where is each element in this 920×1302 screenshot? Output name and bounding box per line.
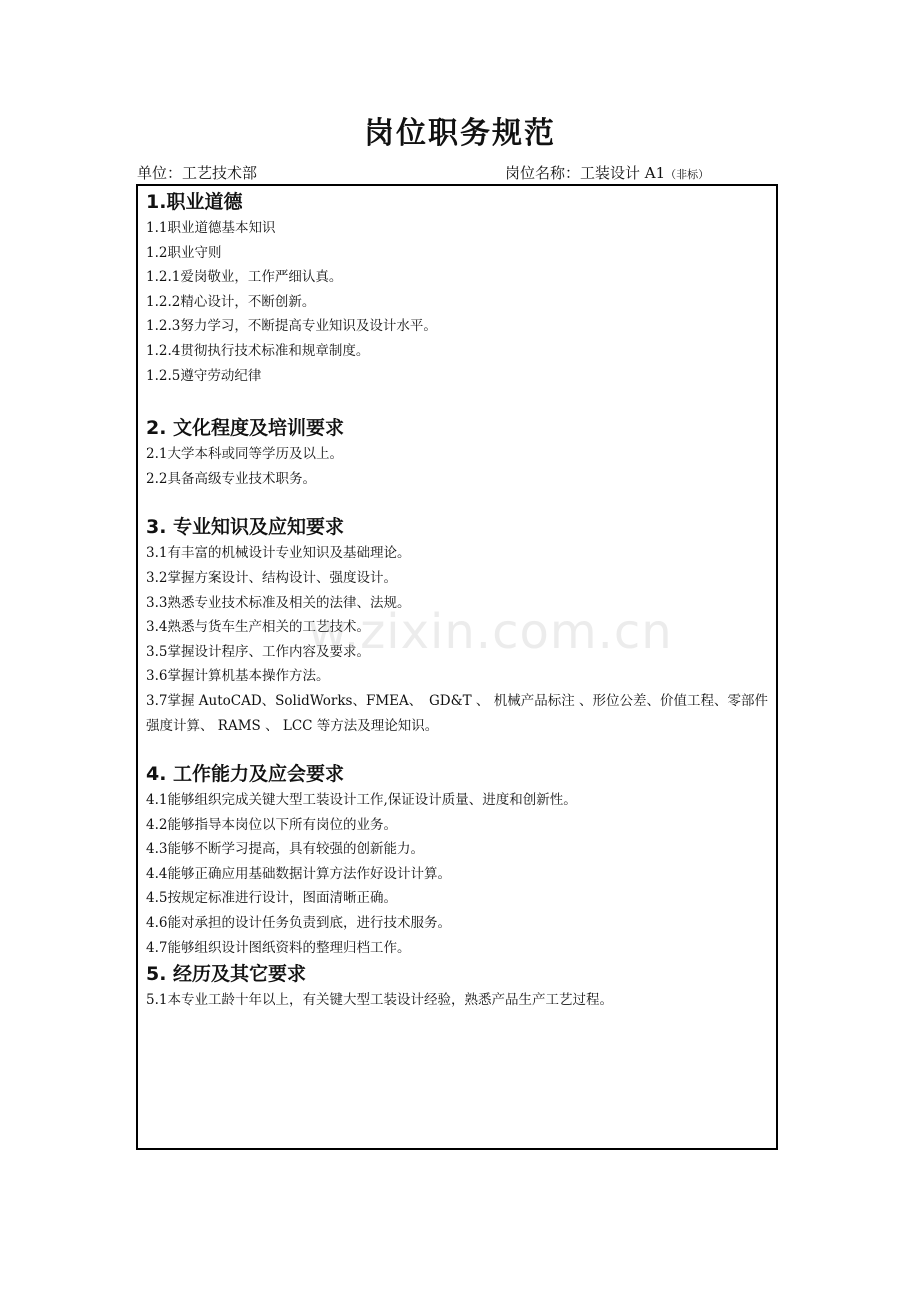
watermark: w.zixin.com.cn xyxy=(308,604,673,660)
list-item: 1.2.2精心设计，不断创新。 xyxy=(146,293,316,310)
unit-label: 单位： xyxy=(137,164,183,182)
list-item: 4.1能够组织完成关键大型工装设计工作,保证设计质量、进度和创新性。 xyxy=(146,792,577,809)
list-item: 3.1有丰富的机械设计专业知识及基础理论。 xyxy=(146,545,411,562)
list-item: 1.2职业守则 xyxy=(146,244,222,261)
list-item: 4.6能对承担的设计任务负责到底，进行技术服务。 xyxy=(146,915,451,932)
section-professional-ethics xyxy=(146,188,771,388)
position-value: 工装设计 A1 xyxy=(580,164,666,182)
list-item: 3.4熟悉与货车生产相关的工艺技术。 xyxy=(146,619,370,636)
list-item: 1.1职业道德基本知识 xyxy=(146,220,276,236)
list-item: 3.2掌握方案设计、结构设计、强度设计。 xyxy=(146,569,397,586)
list-item: 1.2.3努力学习，不断提高专业知识及设计水平。 xyxy=(146,318,437,335)
spacer xyxy=(146,738,771,760)
section-heading: 2. 文化程度及培训要求 xyxy=(146,417,345,440)
list-item: 5.1本专业工龄十年以上，有关键大型工装设计经验，熟悉产品生产工艺过程。 xyxy=(146,992,613,1009)
list-item: 3.3熟悉专业技术标准及相关的法律、法规。 xyxy=(146,594,411,611)
meta-row xyxy=(137,162,777,184)
content-inner xyxy=(146,188,771,1013)
list-item: 1.2.1爱岗敬业，工作严细认真。 xyxy=(146,269,343,286)
position-info xyxy=(505,162,709,186)
section-heading: 1.职业道德 xyxy=(146,191,243,213)
list-item: 1.2.5遵守劳动纪律 xyxy=(146,367,262,384)
list-item: 4.4能够正确应用基础数据计算方法作好设计计算。 xyxy=(146,865,451,882)
section-knowledge xyxy=(146,513,771,738)
spacer xyxy=(146,388,771,414)
section-abilities xyxy=(146,760,771,960)
list-item: 3.7掌握 AutoCAD、SolidWorks、FMEA、 GD&T 、 机械产品标注 、形位公差、价值工程、零部件强度计算、 RAMS 、 LCC 等方法及理论知识。 xyxy=(146,692,769,734)
section-education xyxy=(146,414,771,491)
spacer xyxy=(146,491,771,513)
page-title: 岗位职务规范 xyxy=(364,116,556,151)
content-box xyxy=(136,184,778,1150)
list-item: 2.1大学本科或同等学历及以上。 xyxy=(146,446,343,463)
list-item: 2.2具备高级专业技术职务。 xyxy=(146,470,316,487)
list-item: 4.7能够组织设计图纸资料的整理归档工作。 xyxy=(146,939,411,956)
section-experience xyxy=(146,960,771,1013)
section-heading: 5. 经历及其它要求 xyxy=(146,963,307,986)
list-item: 3.5掌握设计程序、工作内容及要求。 xyxy=(146,643,370,660)
position-note: （非标） xyxy=(665,168,710,181)
section-heading: 3. 专业知识及应知要求 xyxy=(146,516,345,539)
unit-value: 工艺技术部 xyxy=(182,164,258,182)
list-item: 3.6掌握计算机基本操作方法。 xyxy=(146,668,330,685)
list-item: 4.2能够指导本岗位以下所有岗位的业务。 xyxy=(146,816,397,833)
list-item: 4.3能够不断学习提高，具有较强的创新能力。 xyxy=(146,841,424,858)
unit-info xyxy=(137,162,257,184)
section-heading: 4. 工作能力及应会要求 xyxy=(146,763,345,786)
position-label: 岗位名称： xyxy=(505,164,581,182)
list-item: 4.5按规定标准进行设计，图面清晰正确。 xyxy=(146,890,397,907)
list-item: 1.2.4贯彻执行技术标准和规章制度。 xyxy=(146,342,370,359)
